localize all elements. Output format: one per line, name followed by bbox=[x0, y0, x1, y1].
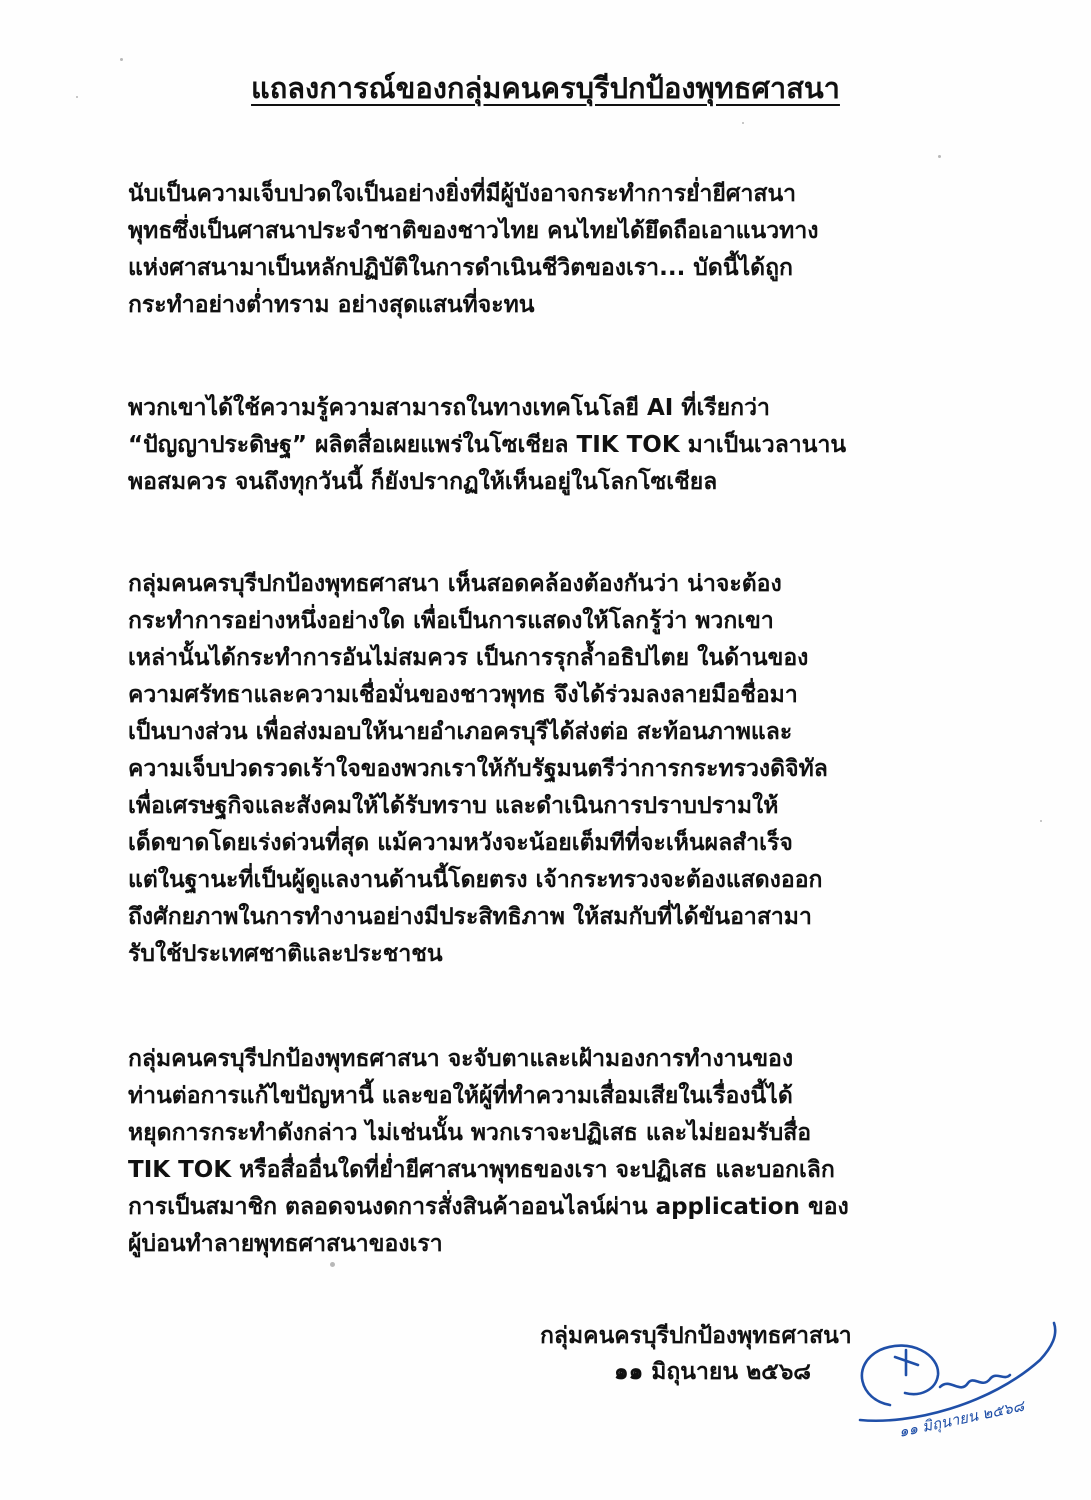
paragraph-line: กระทำการอย่างหนึ่งอย่างใด เพื่อเป็นการแสดงให้โลกรู้ว่า พวกเขา bbox=[128, 608, 774, 634]
scan-speck bbox=[742, 122, 744, 124]
paragraph-line: พอสมควร จนถึงทุกวันนี้ ก็ยังปรากฏให้เห็นอยู่ในโลกโซเชียล bbox=[128, 469, 718, 495]
paragraph-2 bbox=[128, 390, 1033, 501]
paragraph-line: เหล่านั้นได้กระทำการอันไม่สมควร เป็นการรุกล้ำอธิปไตย ในด้านของ bbox=[128, 645, 809, 671]
signoff-date: ๑๑ มิถุนายน ๒๕๖๘ bbox=[614, 1359, 812, 1385]
paragraph-line: กลุ่มคนครบุรีปกป้องพุทธศาสนา จะจับตาและเฝ้ามองการทำงานของ bbox=[128, 1046, 794, 1072]
paragraph-line: พวกเขาได้ใช้ความรู้ความสามารถในทางเทคโนโลยี AI ที่เรียกว่า bbox=[128, 395, 770, 421]
paragraph-line: เด็ดขาดโดยเร่งด่วนที่สุด แม้ความหวังจะน้อยเต็มทีที่จะเห็นผลสำเร็จ bbox=[128, 830, 793, 856]
statement-title: แถลงการณ์ของกลุ่มคนครบุรีปกป้องพุทธศาสนา bbox=[251, 71, 840, 105]
paragraph-line: การเป็นสมาชิก ตลอดจนงดการสั่งสินค้าออนไลน์ผ่าน application ของ bbox=[128, 1194, 849, 1220]
handwritten-signature bbox=[840, 1305, 1070, 1485]
paragraph-line: แต่ในฐานะที่เป็นผู้ดูแลงานด้านนี้โดยตรง เจ้ากระทรวงจะต้องแสดงออก bbox=[128, 867, 823, 893]
paragraph-line: ความศรัทธาและความเชื่อมั่นของชาวพุทธ จึงได้ร่วมลงลายมือชื่อมา bbox=[128, 682, 798, 708]
scan-speck bbox=[1040, 820, 1042, 822]
scan-speck bbox=[120, 58, 123, 61]
paragraph-line: นับเป็นความเจ็บปวดใจเป็นอย่างยิ่งที่มีผู้บังอาจกระทำการย่ำยีศาสนา bbox=[128, 181, 797, 207]
paragraph-1 bbox=[128, 176, 1033, 324]
paragraph-line: ผู้บ่อนทำลายพุทธศาสนาของเรา bbox=[128, 1231, 443, 1257]
paragraph-line: หยุดการกระทำดังกล่าว ไม่เช่นนั้น พวกเราจะปฏิเสธ และไม่ยอมรับสื่อ bbox=[128, 1120, 812, 1146]
signature-stroke bbox=[862, 1346, 938, 1405]
paragraph-line: รับใช้ประเทศชาติและประชาชน bbox=[128, 941, 443, 967]
paragraph-line: แห่งศาสนามาเป็นหลักปฏิบัติในการดำเนินชีวิตของเรา... บัดนี้ได้ถูก bbox=[128, 255, 793, 281]
scan-speck bbox=[938, 155, 941, 158]
signoff-organization: กลุ่มคนครบุรีปกป้องพุทธศาสนา bbox=[540, 1323, 852, 1349]
paragraph-line: พุทธซึ่งเป็นศาสนาประจำชาติของชาวไทย คนไทยได้ยึดถือเอาแนวทาง bbox=[128, 218, 819, 244]
paragraph-line: “ปัญญาประดิษฐ” ผลิตสื่อเผยแพร่ในโซเชียล TIK TOK มาเป็นเวลานาน bbox=[128, 432, 847, 458]
paragraph-line: กลุ่มคนครบุรีปกป้องพุทธศาสนา เห็นสอดคล้องต้องกันว่า น่าจะต้อง bbox=[128, 571, 782, 597]
signature-handwritten-date: ๑๑ มิถุนายน ๒๕๖๘ bbox=[897, 1396, 1026, 1441]
paragraph-line: เพื่อเศรษฐกิจและสังคมให้ได้รับทราบ และดำเนินการปราบปรามให้ bbox=[128, 793, 779, 819]
paragraph-line: เป็นบางส่วน เพื่อส่งมอบให้นายอำเภอครบุรีได้ส่งต่อ สะท้อนภาพและ bbox=[128, 719, 793, 745]
paragraph-line: กระทำอย่างต่ำทราม อย่างสุดแสนที่จะทน bbox=[128, 292, 535, 318]
paragraph-line: ความเจ็บปวดรวดเร้าใจของพวกเราให้กับรัฐมนตรีว่าการกระทรวงดิจิทัล bbox=[128, 756, 828, 782]
paragraph-line: ถึงศักยภาพในการทำงานอย่างมีประสิทธิภาพ ให้สมกับที่ได้ขันอาสามา bbox=[128, 904, 812, 930]
paragraph-line: ท่านต่อการแก้ไขปัญหานี้ และขอให้ผู้ที่ทำความเสื่อมเสียในเรื่องนี้ได้ bbox=[128, 1083, 793, 1109]
signature-stroke bbox=[895, 1350, 918, 1375]
paragraph-line: TIK TOK หรือสื่ออื่นใดที่ย่ำยีศาสนาพุทธของเรา จะปฏิเสธ และบอกเลิก bbox=[128, 1157, 835, 1183]
paragraph-3 bbox=[128, 566, 1033, 973]
signature-stroke bbox=[940, 1375, 1010, 1387]
paragraph-4 bbox=[128, 1041, 1033, 1263]
